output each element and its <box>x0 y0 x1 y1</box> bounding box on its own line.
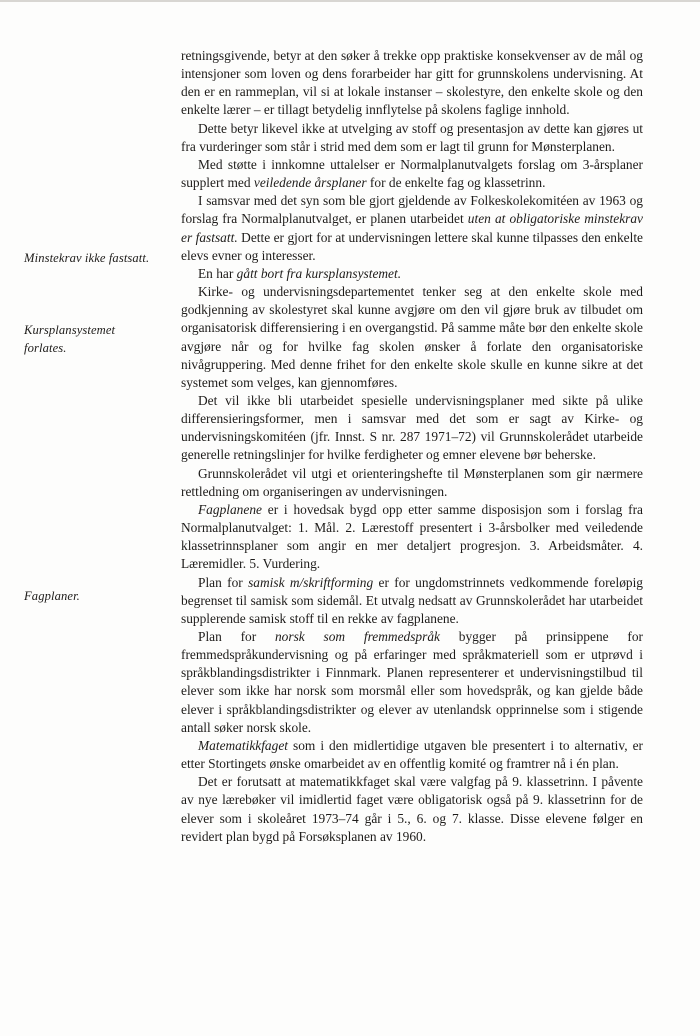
margin-note-fagplaner: Fagplaner. <box>24 589 80 603</box>
paragraph: Plan for samisk m/skriftforming er for ungdomstrinnets vedkommende foreløpig begrenset til samisk som sidemål. Et utvalg nedsatt av Grunnskolerådet har utarbeidet supplerende samisk stoff til en rekke av fagplanene. <box>181 574 644 626</box>
paragraph: Med støtte i innkomne uttalelser er Normalplanutvalgets forslag om 3-årsplaner supplert med veiledende årsplaner for de enkelte fag og klassetrinn. <box>181 156 643 191</box>
margin-note-forlates: forlates. <box>24 341 67 355</box>
margin-note-minstekrav: Minstekrav ikke fastsatt. <box>24 251 150 265</box>
paragraph: Fagplanene er i hovedsak bygd opp etter samme disposisjon som i forslag fra Normalplanutvalget: 1. Mål. 2. Lærestoff presentert i 3-årsbolker med veiledende klassetrinnsplaner som angir en mer detaljert progresjon. 3. Arbeidsmåter. 4. Læremidler. 5. Vurdering. <box>181 501 643 572</box>
emphasis: Matematikkfaget <box>198 737 288 753</box>
paragraph: I samsvar med det syn som ble gjort gjeldende av Folkeskolekomitéen av 1963 og forslag fra Normalplanutvalget, er planen utarbeidet uten at obligatoriske minstekrav er fastsatt. Dette er gjort for at undervisningen lettere skal kunne tilpasses den enkelte elevs evner og interesser. <box>181 193 643 263</box>
paragraph: Dette betyr likevel ikke at utvelging av stoff og presentasjon av dette kan gjøres ut fra vurderinger som står i strid med dem som er lagt til grunn for Mønsterplanen. <box>181 120 643 154</box>
body-text <box>181 47 643 846</box>
paragraph: Grunnskolerådet vil utgi et orienteringshefte til Mønsterplanen som gir nærmere rettledning om organiseringen av undervisningen. <box>181 465 643 499</box>
paragraph: Kirke- og undervisningsdepartementet tenker seg at den enkelte skole med godkjenning av skolestyret skal kunne avgjøre om den vil gjøre bruk av tilbudet om organisatorisk differensiering i en overgangstid. På samme måte bør den enkelte skole avgjøre når og for hvilke fag skolen ønsker å forlate den organisatoriske nivågruppering. Med denne frihet for den enkelte skole skulle en kunne sikre at det systemet som velges, kan gjennomføres. <box>181 284 643 390</box>
paragraph: Det vil ikke bli utarbeidet spesielle undervisningsplaner med sikte på ulike differensieringsformer, men i samsvar med det som er sagt av Kirke- og undervisningskomitéen (jfr. Innst. S nr. 287 1971–72) vil Grunnskolerådet utarbeide generelle retningslinjer for hvilke ferdigheter og emner elevene bør beherske. <box>181 392 643 463</box>
emphasis: Fagplanene <box>198 501 262 517</box>
paragraph: Det er forutsatt at matematikkfaget skal være valgfag på 9. klassetrinn. I påvente av nye lærebøker vil imidlertid faget være obligatorisk også på 9. klassetrinn for de elever som i skoleåret 1973–74 går i 5., 6. og 7. klasse. Disse elevene følger en revidert plan bygd på Forsøksplanen av 1960. <box>181 774 643 844</box>
margin-note-kursplansystemet: Kursplansystemet <box>24 323 116 337</box>
emphasis: veiledende årsplaner <box>253 175 367 191</box>
emphasis: norsk som fremmedspråk <box>274 629 440 644</box>
paragraph: Plan for norsk som fremmedspråk bygger på prinsippene for fremmedspråkundervisning og på erfaringer med språkmateriell som er utprøvd i språkblandingsdistrikter i Finnmark. Planen representerer et undervisningstilbud til elever som ikke har norsk som morsmål eller som hovedspråk, og kan gjelde både elever i språkblandingsdistrikter og elever av utenlandsk opprinnelse som i stigende antall søker norsk skole. <box>181 629 643 735</box>
paragraph: Matematikkfaget som i den midlertidige utgaven ble presentert i to alternativ, er etter Stortingets ønske omarbeidet av en offentlig komité og framtrer nå i én plan. <box>181 737 643 772</box>
emphasis: gått bort fra kursplansystemet. <box>236 265 402 281</box>
emphasis: uten at obligatoriske minstekrav er fastsatt. <box>181 211 643 245</box>
paragraph: En har gått bort fra kursplansystemet. <box>198 265 402 281</box>
paragraph: retningsgivende, betyr at den søker å trekke opp praktiske konsekvenser av de mål og intensjoner som loven og dens forarbeider har gitt for grunnskolens undervisning. At den er en rammeplan, vil si at lokale instanser – skolestyre, den enkelte skole og den enkelte lærer – er tillagt betydelig innflytelse på skolens faglige innhold. <box>181 48 643 118</box>
scan-edge-line <box>0 0 700 2</box>
emphasis: samisk m/skriftforming <box>248 574 374 590</box>
